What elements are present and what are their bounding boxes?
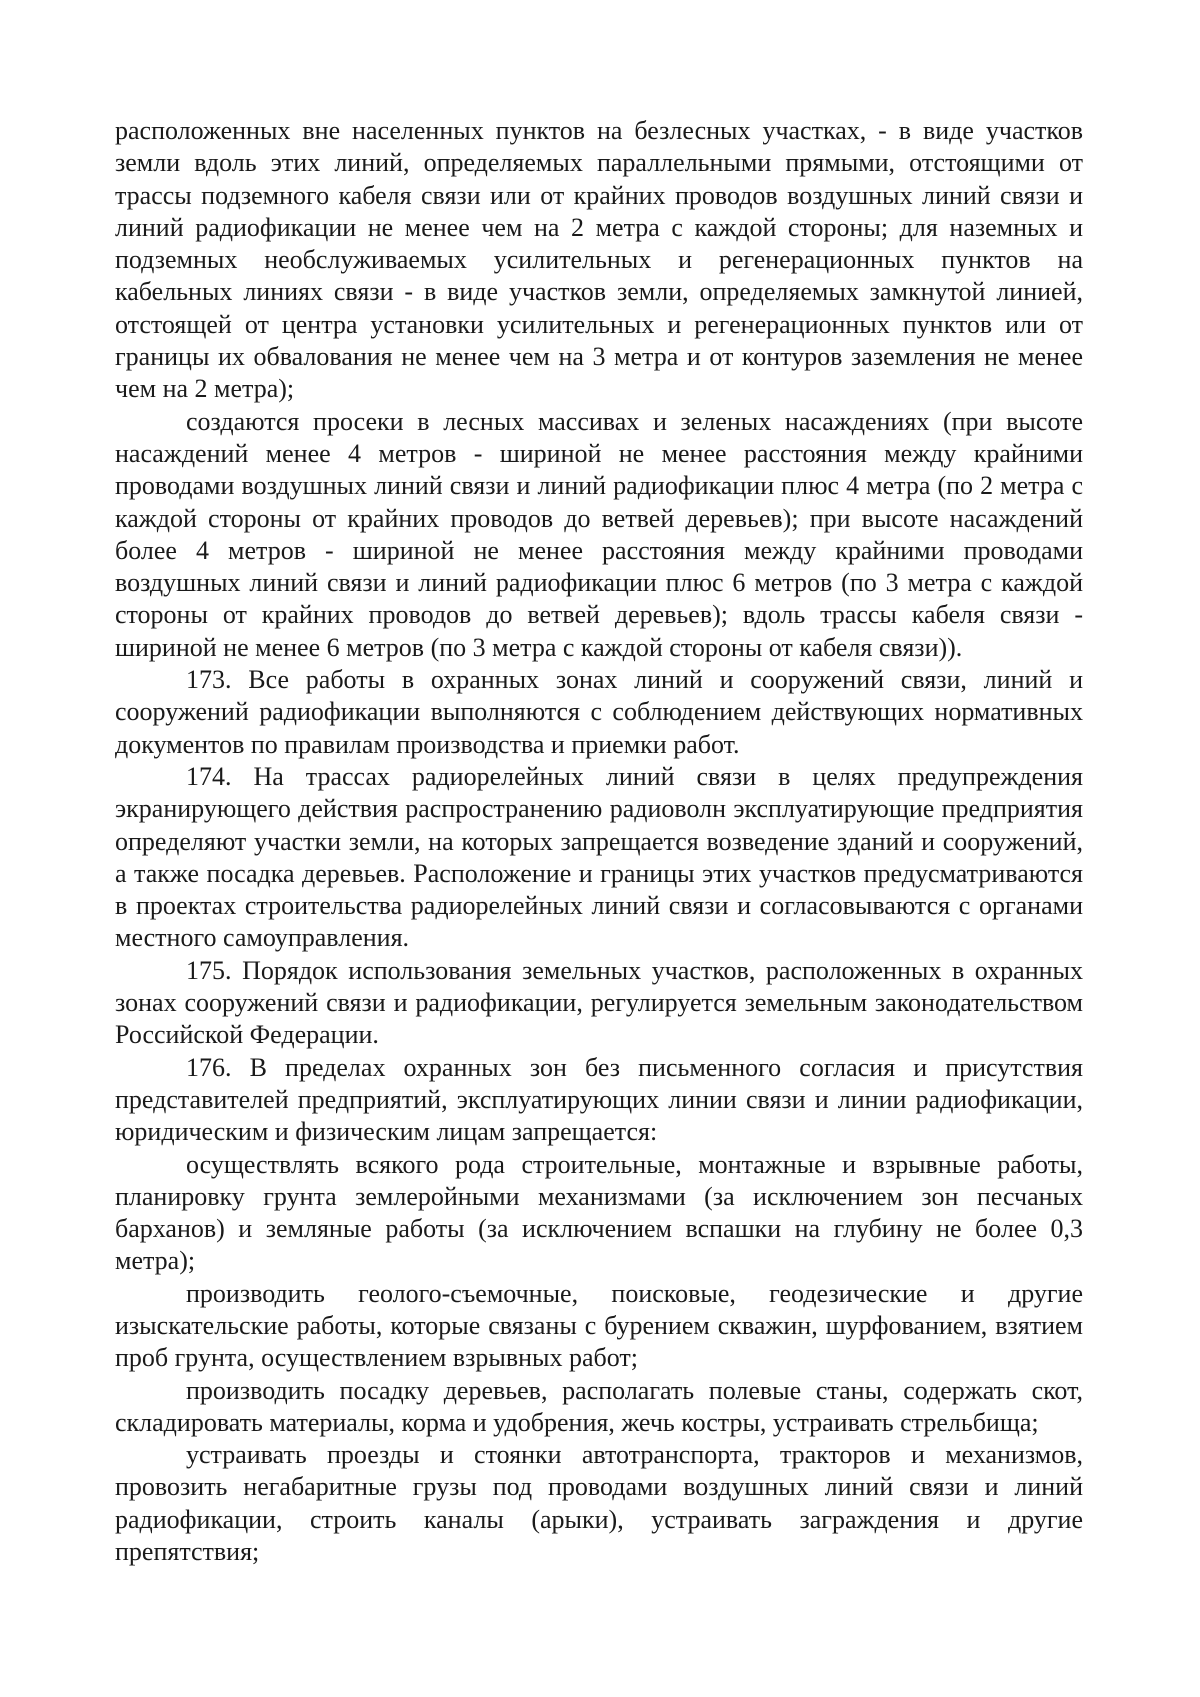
list-item-planting-and-storage: производить посадку деревьев, располагать полевые станы, содержать скот, складировать материалы, корма и удобрения, жечь костры, устраивать стрельбища; [115, 1375, 1083, 1437]
list-item-survey-works: производить геолого-съемочные, поисковые, геодезические и другие изыскательские работы, которые связаны с бурением скважин, шурфованием, взятием проб грунта, осуществлением взрывных работ; [115, 1278, 1083, 1373]
paragraph-174: 174. На трассах радиорелейных линий связи в целях предупреждения экранирующего действия распространению радиоволн эксплуатирующие предприятия определяют участки земли, на которых запрещается возведение зданий и сооружений, а также посадка деревьев. Расположение и границы этих участков предусматриваются в проектах строительства радиорелейных линий связи и согласовываются с органами местного самоуправления. [115, 761, 1083, 953]
paragraph-175: 175. Порядок использования земельных участков, расположенных в охранных зонах сооружений связи и радиофикации, регулируется земельным законодательством Российской Федерации. [115, 955, 1083, 1050]
list-item-passages-and-parking: устраивать проезды и стоянки автотранспорта, тракторов и механизмов, провозить негабаритные грузы под проводами воздушных линий связи и линий радиофикации, строить каналы (арыки), устраивать заграждения и другие препятствия; [115, 1440, 1083, 1567]
document-body [115, 115, 1083, 1568]
paragraph-176: 176. В пределах охранных зон без письменного согласия и присутствия представителей предприятий, эксплуатирующих линии связи и линии радиофикации, юридическим и физическим лицам запрещается: [115, 1052, 1083, 1147]
paragraph-continuation: расположенных вне населенных пунктов на безлесных участках, - в виде участков земли вдоль этих линий, определяемых параллельными прямыми, отстоящими от трассы подземного кабеля связи или от крайних проводов воздушных линий связи и линий радиофикации не менее чем на 2 метра с каждой стороны; для наземных и подземных необслуживаемых усилительных и регенерационных пунктов на кабельных линиях связи - в виде участков земли, определяемых замкнутой линией, отстоящей от центра установки усилительных и регенерационных пунктов или от границы их обвалования не менее чем на 3 метра и от контуров заземления не менее чем на 2 метра); [115, 116, 1083, 404]
paragraph-clearings: создаются просеки в лесных массивах и зеленых насаждениях (при высоте насаждений менее 4 метров - шириной не менее расстояния между крайними проводами воздушных линий связи и линий радиофикации плюс 4 метра (по 2 метра с каждой стороны от крайних проводов до ветвей деревьев); при высоте насаждений более 4 метров - шириной не менее расстояния между крайними проводами воздушных линий связи и линий радиофикации плюс 6 метров (по 3 метра с каждой стороны от крайних проводов до ветвей деревьев); вдоль трассы кабеля связи - шириной не менее 6 метров (по 3 метра с каждой стороны от кабеля связи)). [115, 406, 1083, 662]
list-item-construction-works: осуществлять всякого рода строительные, монтажные и взрывные работы, планировку грунта землеройными механизмами (за исключением зон песчаных барханов) и земляные работы (за исключением вспашки на глубину не более 0,3 метра); [115, 1149, 1083, 1276]
paragraph-173: 173. Все работы в охранных зонах линий и сооружений связи, линий и сооружений радиофикации выполняются с соблюдением действующих нормативных документов по правилам производства и приемки работ. [115, 665, 1083, 759]
